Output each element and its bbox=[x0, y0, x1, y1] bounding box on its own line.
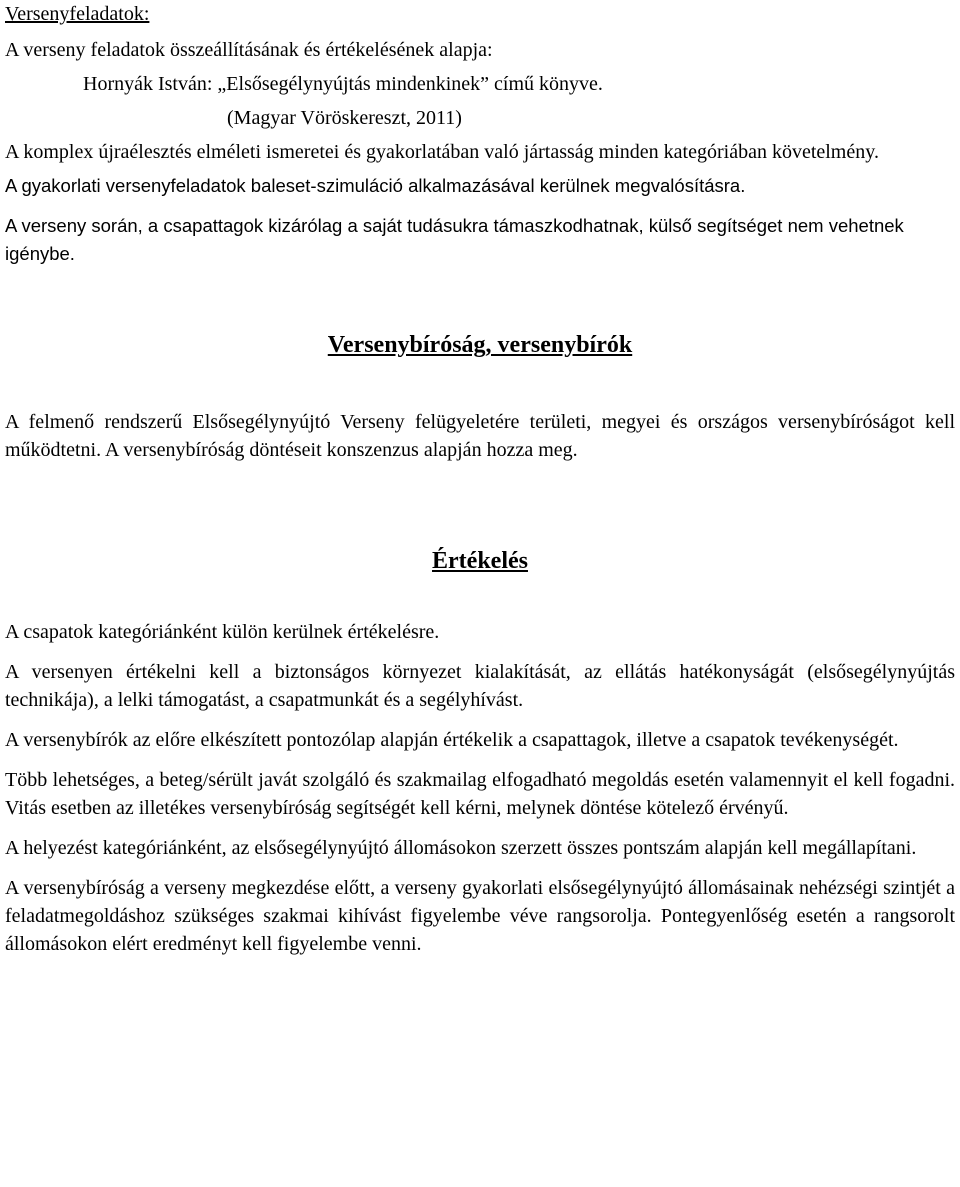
evaluation-paragraph-3: A versenybírók az előre elkészített pontozólap alapján értékelik a csapattagok, illetve a csapatok tevékenységét. bbox=[5, 729, 899, 751]
simulation-paragraph: A gyakorlati versenyfeladatok baleset-szimuláció alkalmazásával kerülnek megvalósításra. bbox=[5, 175, 746, 196]
evaluation-paragraph-1: A csapatok kategóriánként külön kerülnek értékelésre. bbox=[5, 621, 440, 643]
outside-help-paragraph: A verseny során, a csapattagok kizárólag a saját tudásukra támaszkodhatnak, külső segítséget nem vehetnek igénybe. bbox=[5, 215, 904, 264]
requirement-paragraph: A komplex újraélesztés elméleti ismeretei és gyakorlatában való jártasság minden kategóriában követelmény. bbox=[5, 141, 879, 163]
evaluation-paragraph-2: A versenyen értékelni kell a biztonságos környezet kialakítását, az ellátás hatékonyságát (elsősegélynyújtás technikája), a lelki támogatást, a csapatmunkát és a segélyhívást. bbox=[5, 661, 955, 711]
intro-line: A verseny feladatok összeállításának és értékelésének alapja: bbox=[5, 39, 493, 61]
section-label: Versenyfeladatok: bbox=[5, 3, 150, 25]
evaluation-paragraph-6: A versenybíróság a verseny megkezdése előtt, a verseny gyakorlati elsősegélynyújtó állomásainak nehézségi szintjét a feladatmegoldáshoz szükséges szakmai kihívást figyelembe véve rangsorolja. Pontegyenlőség esetén a rangsorolt állomásokon elért eredményt kell figyelembe venni. bbox=[5, 877, 955, 955]
evaluation-heading: Értékelés bbox=[432, 548, 528, 574]
evaluation-paragraph-4: Több lehetséges, a beteg/sérült javát szolgáló és szakmailag elfogadható megoldás esetén valamennyit el kell fogadni. Vitás esetben az illetékes versenybíróság segítségét kell kérni, melynek döntése kötelező érvényű. bbox=[5, 769, 955, 819]
source-publisher: (Magyar Vöröskereszt, 2011) bbox=[227, 107, 462, 129]
document-page bbox=[5, 0, 955, 958]
judges-heading: Versenybíróság, versenybírók bbox=[327, 332, 633, 358]
evaluation-paragraph-5: A helyezést kategóriánként, az elsősegélynyújtó állomásokon szerzett összes pontszám alapján kell megállapítani. bbox=[5, 837, 917, 859]
source-reference: Hornyák István: „Elsősegélynyújtás mindenkinek” című könyve. bbox=[83, 73, 603, 95]
judges-paragraph: A felmenő rendszerű Elsősegélynyújtó Verseny felügyeletére területi, megyei és országos versenybíróságot kell működtetni. A versenybíróság döntéseit konszenzus alapján hozza meg. bbox=[5, 411, 955, 461]
